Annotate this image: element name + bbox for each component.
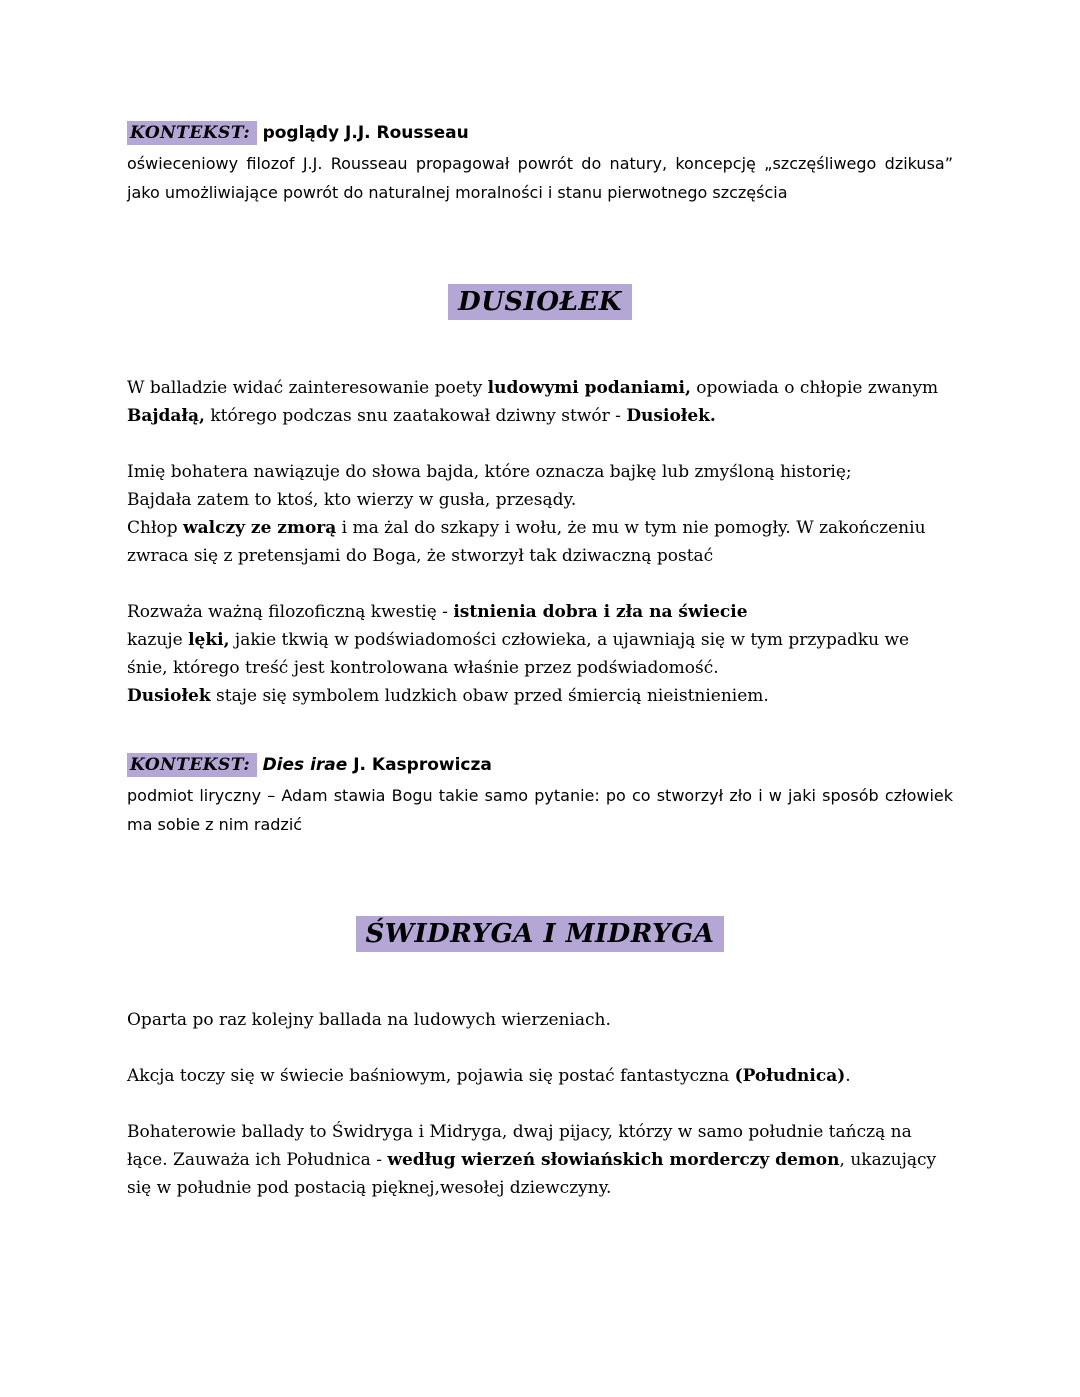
highlighted-text: DUSIOŁEK [448,284,632,320]
text-run: Dies irae [262,755,348,775]
body-paragraph [127,1006,953,1034]
text-run: walczy ze zmorą [183,518,337,538]
text-run: którego podczas snu zaatakował dziwny stwór - [204,406,627,426]
text-run: W balladzie widać zainteresowanie poety [127,378,488,398]
text-run: ludowymi podaniami, [487,378,691,398]
text-run: (Południca) [734,1066,846,1086]
text-run: kazuje [127,630,189,650]
text-run: , ukazujący się w południe pod postacią pięknej,wesołej dziewczyny. [127,1150,937,1198]
text-run: Bajdałą, [127,406,205,426]
text-run: Bajdała zatem to ktoś, kto wierzy w gusła, przesądy. [127,490,577,510]
body-paragraph [127,1062,953,1090]
text-run: według wierzeń słowiańskich morderczy demon [387,1150,840,1170]
text-run: jakie tkwią w podświadomości człowieka, a ujawniają się w tym przypadku we śnie, którego treść jest kontrolowana właśnie przez podświadomość. [127,630,910,678]
body-paragraph [127,1118,953,1202]
highlighted-text: ŚWIDRYGA I MIDRYGA [356,916,725,952]
text-run: Imię bohatera nawiązuje do słowa bajda, które oznacza bajkę lub zmyśloną historię; [127,462,852,482]
context-label-line [127,118,953,148]
text-run: poglądy J.J. Rousseau [262,123,469,143]
highlighted-text: KONTEKST: [127,753,257,777]
highlighted-text: KONTEKST: [127,121,257,145]
body-paragraph [127,374,953,430]
text-run: Dusiołek. [626,406,716,426]
section-heading [127,284,953,320]
text-run: Akcja toczy się w świecie baśniowym, pojawia się postać fantastyczna [127,1066,735,1086]
context-body-text [127,150,953,208]
text-run: Oparta po raz kolejny ballada na ludowych wierzeniach. [127,1010,611,1030]
text-run: oświeceniowy filozof J.J. Rousseau propagował powrót do natury, koncepcję „szczęśliwego dzikusa” jako umożliwiające powrót do naturalnej moralności i stanu pierwotnego szczęścia [127,154,953,202]
text-run: staje się symbolem ludzkich obaw przed śmiercią nieistnieniem. [210,686,769,706]
text-run: opowiada o chłopie zwanym [690,378,939,398]
text-run: Dusiołek [127,686,211,706]
body-paragraph [127,458,953,570]
text-run: Chłop [127,518,183,538]
text-run: Bohaterowie ballady to Świdryga i Midryga, dwaj pijacy, którzy w samo południe tańczą na łące. Zauważa ich Południca - [127,1122,912,1170]
text-run: lęki, [188,630,230,650]
text-run: . [845,1066,851,1086]
text-run: Rozważa ważną filozoficzną kwestię - [127,602,454,622]
text-run: istnienia dobra i zła na świecie [453,602,748,622]
text-run: J. Kasprowicza [347,755,492,775]
body-paragraph [127,598,953,710]
text-run: podmiot liryczny – Adam stawia Bogu takie samo pytanie: po co stworzył zło i w jaki sposób człowiek ma sobie z nim radzić [127,786,953,834]
context-label-line [127,750,953,780]
section-heading [127,916,953,952]
context-body-text [127,782,953,840]
text-run: i ma żal do szkapy i wołu, że mu w tym nie pomogły. W zakończeniu zwraca się z pretensjami do Boga, że stworzył tak dziwaczną postać [127,518,926,566]
